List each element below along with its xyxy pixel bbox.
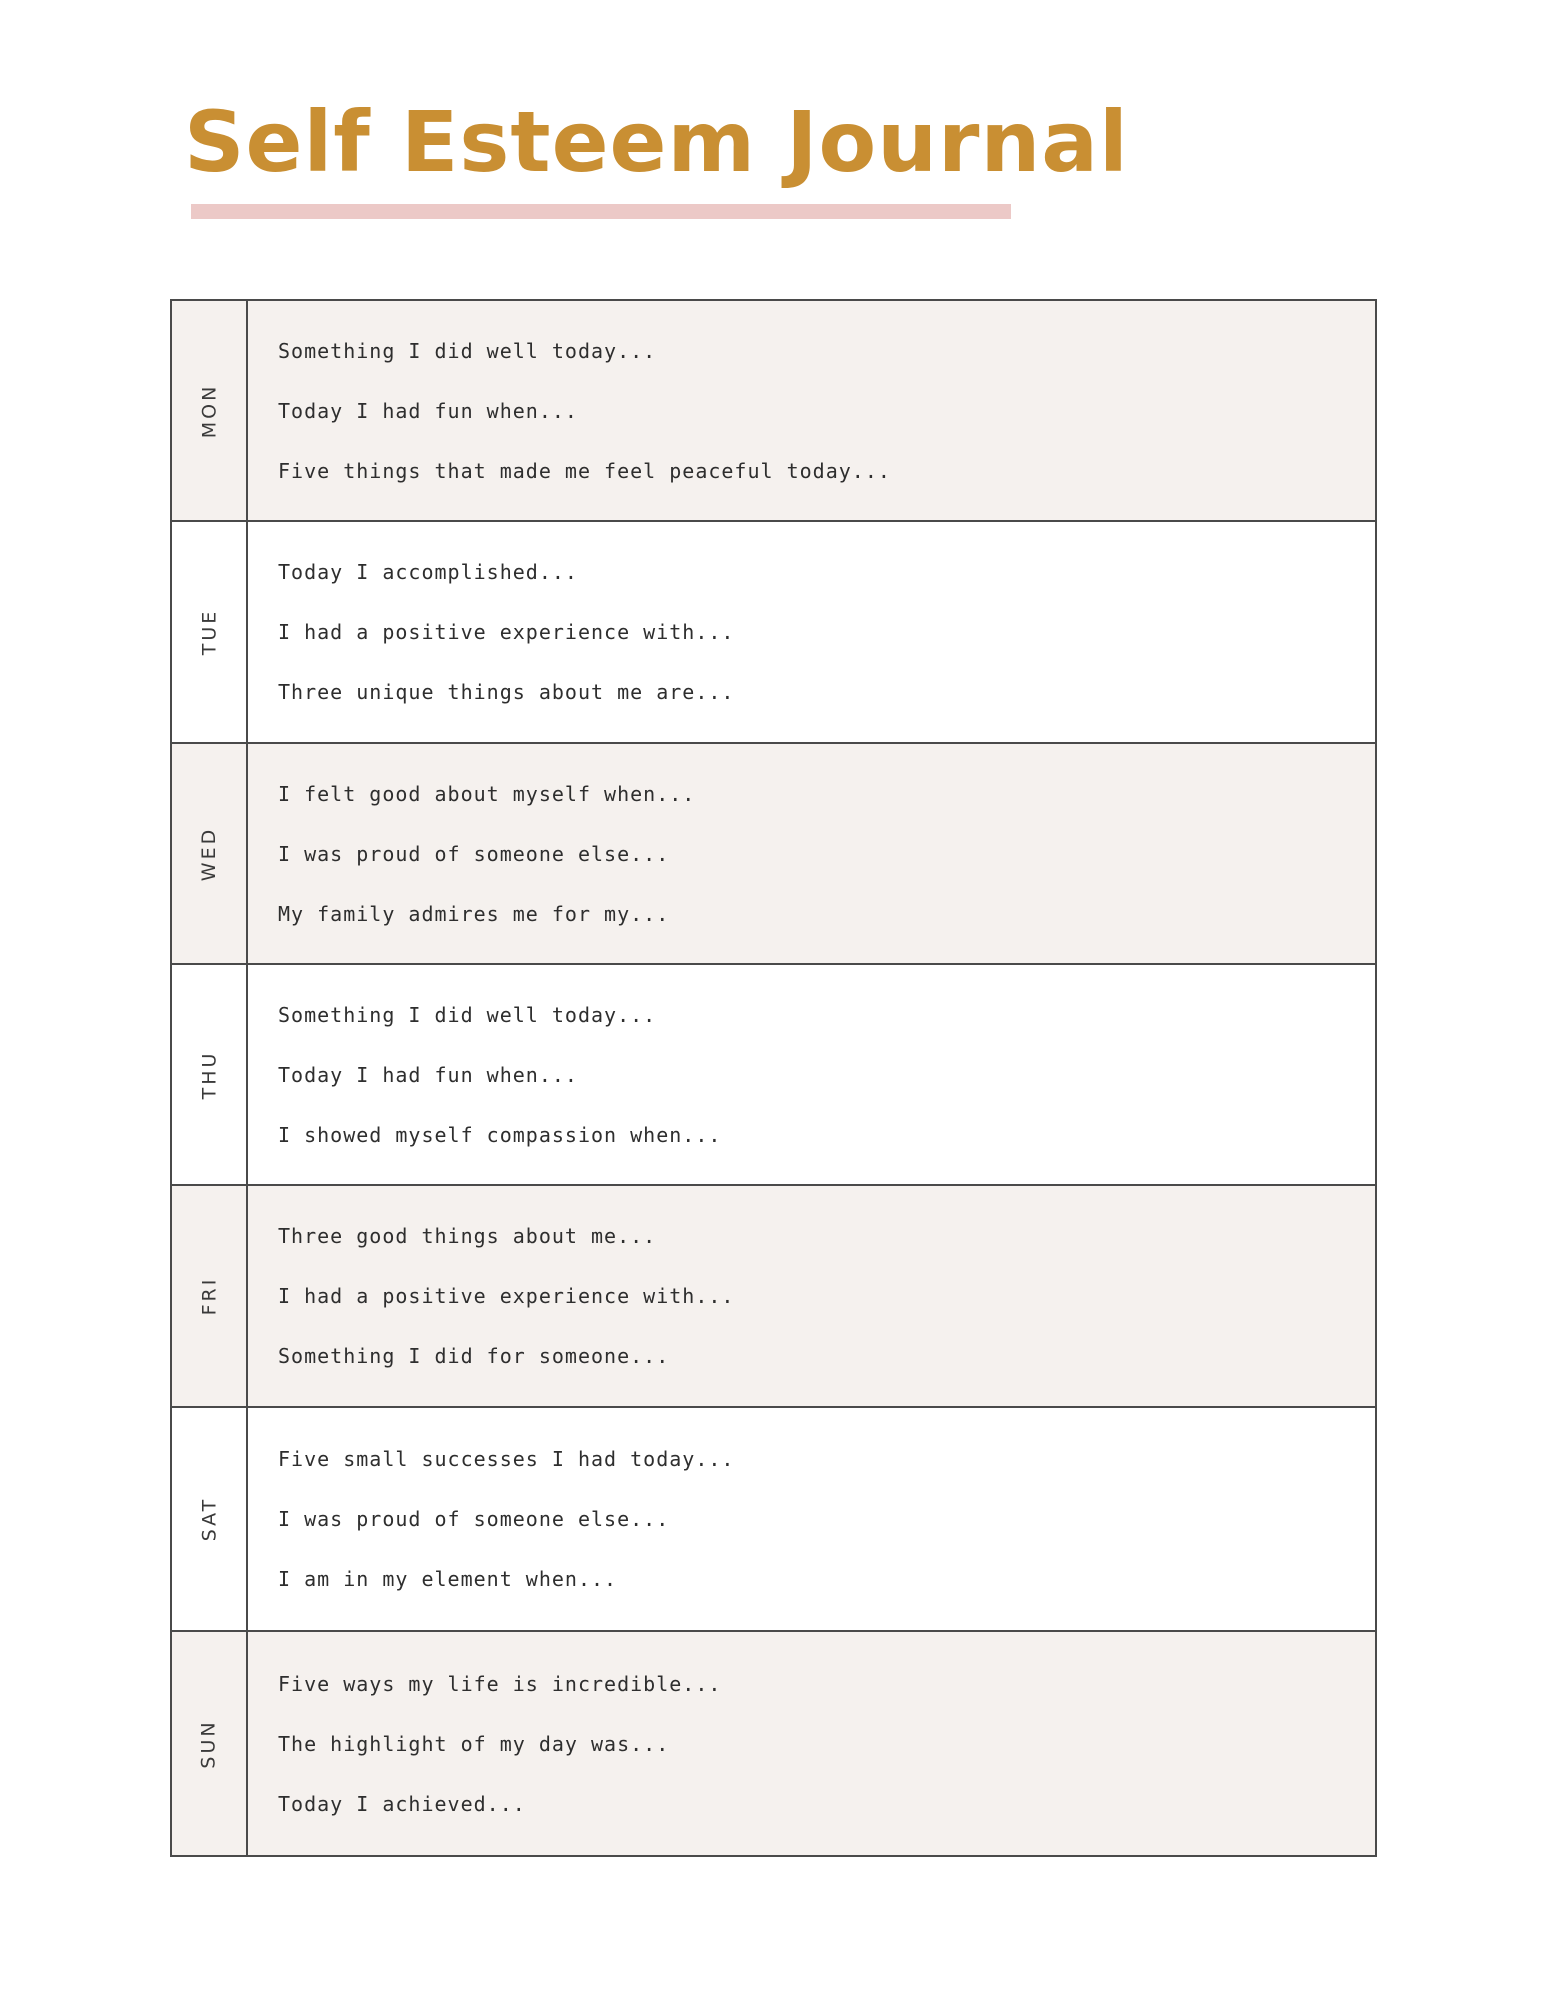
weekly-journal-table	[170, 299, 1377, 1857]
prompt-list	[248, 522, 1375, 742]
journal-prompt: Today I achieved...	[278, 1791, 526, 1816]
prompt-list	[248, 301, 1375, 520]
day-row-mon	[172, 301, 1375, 522]
journal-prompt: Today I accomplished...	[278, 560, 578, 584]
journal-prompt: Today I had fun when...	[278, 398, 578, 423]
day-label: SUN	[198, 1718, 220, 1769]
journal-prompt: Something I did for someone...	[278, 1344, 670, 1368]
day-row-fri	[172, 1186, 1375, 1408]
journal-prompt: I am in my element when...	[278, 1567, 618, 1591]
day-label: FRI	[197, 1276, 220, 1316]
day-cell	[172, 744, 248, 963]
journal-prompt: I showed myself compassion when...	[278, 1122, 722, 1147]
journal-prompt: The highlight of my day was...	[278, 1731, 670, 1756]
journal-title: Self Esteem Journal	[184, 93, 1129, 191]
journal-prompt: Three good things about me...	[278, 1224, 657, 1248]
journal-prompt: Five small successes I had today...	[278, 1447, 735, 1471]
journal-prompt: I had a positive experience with...	[278, 620, 735, 644]
journal-prompt: I felt good about myself when...	[278, 781, 696, 806]
day-row-wed	[172, 744, 1375, 965]
day-row-tue	[172, 522, 1375, 744]
journal-prompt: I had a positive experience with...	[278, 1284, 735, 1308]
journal-prompt: Today I had fun when...	[278, 1062, 578, 1087]
day-cell	[172, 1186, 248, 1406]
title-underline	[191, 204, 1011, 219]
journal-prompt: My family admires me for my...	[278, 901, 670, 926]
prompt-list	[248, 744, 1375, 963]
day-row-thu	[172, 965, 1375, 1186]
prompt-list	[248, 1632, 1375, 1855]
prompt-list	[248, 1186, 1375, 1406]
journal-prompt: Something I did well today...	[278, 1002, 657, 1027]
day-cell	[172, 965, 248, 1184]
day-label: WED	[197, 826, 220, 881]
journal-prompt: I was proud of someone else...	[278, 1507, 670, 1531]
journal-prompt: Three unique things about me are...	[278, 680, 735, 704]
journal-prompt: Something I did well today...	[278, 338, 657, 363]
day-label: TUE	[198, 608, 220, 656]
prompt-list	[248, 1408, 1375, 1630]
journal-prompt: Five ways my life is incredible...	[278, 1671, 722, 1696]
day-cell	[172, 301, 248, 520]
day-label: SAT	[197, 1496, 220, 1542]
day-row-sun	[172, 1632, 1375, 1855]
journal-prompt: I was proud of someone else...	[278, 841, 670, 866]
day-label: MON	[198, 383, 220, 438]
day-cell	[172, 1632, 248, 1855]
day-row-sat	[172, 1408, 1375, 1632]
prompt-list	[248, 965, 1375, 1184]
day-cell	[172, 1408, 248, 1630]
day-cell	[172, 522, 248, 742]
day-label: THU	[198, 1050, 220, 1099]
journal-prompt: Five things that made me feel peaceful today...	[278, 458, 891, 483]
